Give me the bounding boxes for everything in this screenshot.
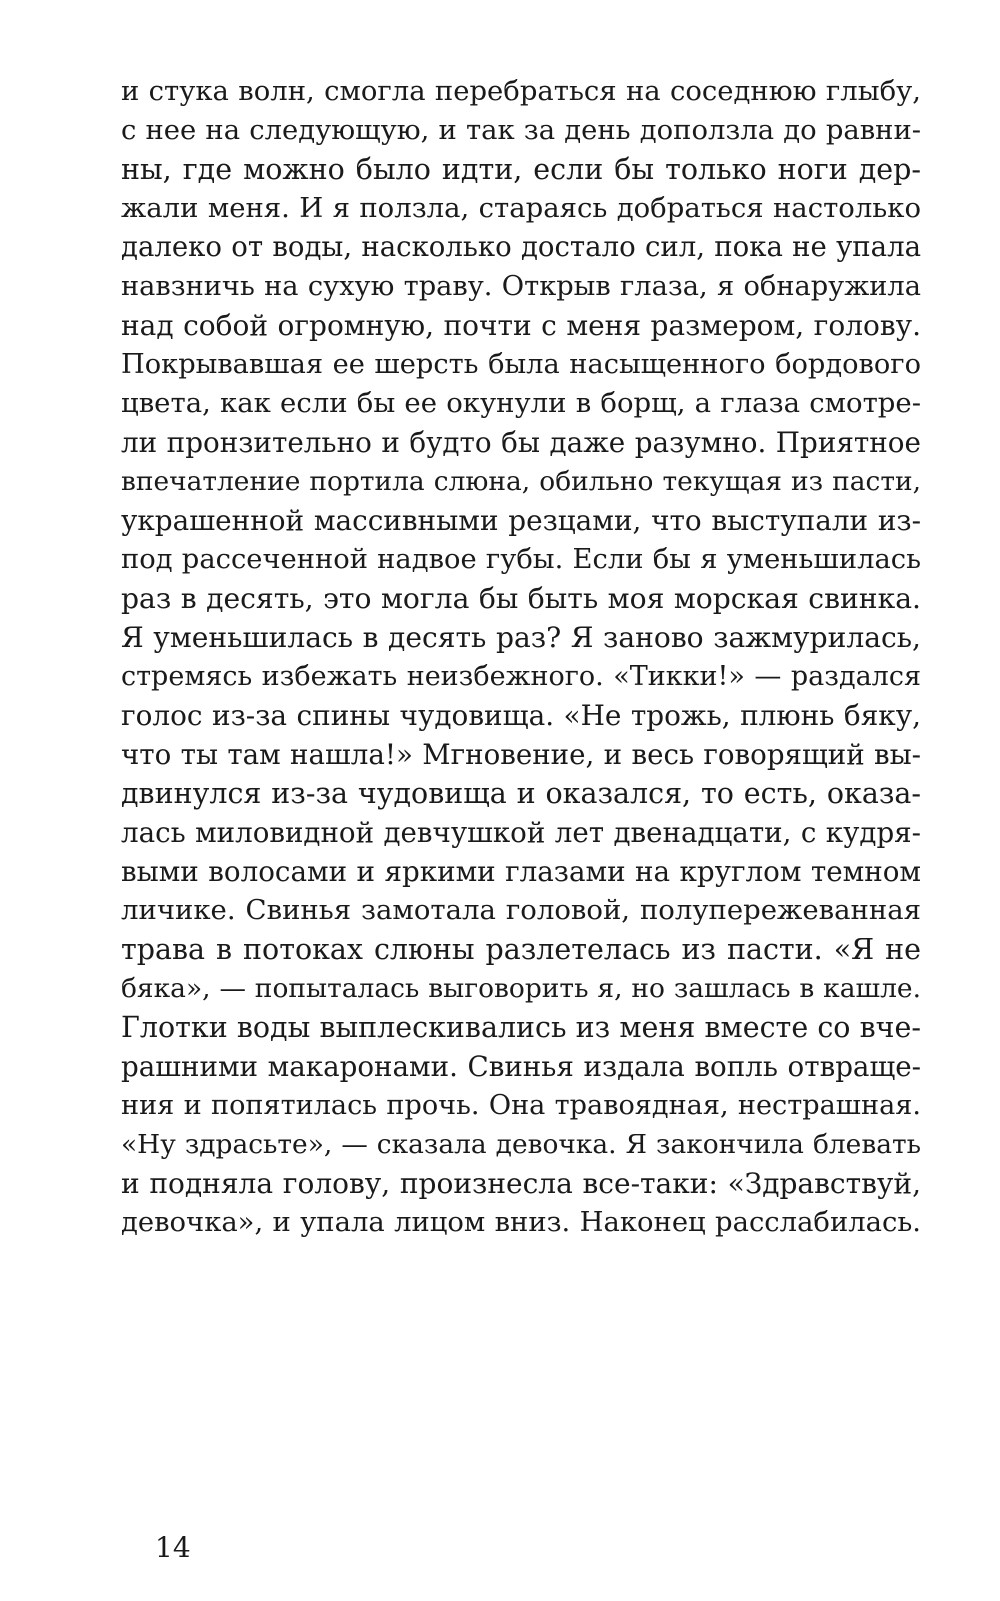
text-line: далеко от воды, насколько достало сил, пока не упала (121, 231, 921, 263)
text-line: лась миловидной девчушкой лет двенадцати, с кудря- (121, 816, 921, 849)
text-line: и подняла голову, произнесла все-таки: «Здравствуй, (121, 1167, 921, 1200)
text-line: Покрывавшая ее шерсть была насыщенного бордового (121, 349, 921, 380)
text-line: двинулся из-за чудовища и оказался, то есть, оказа- (121, 777, 921, 810)
text-line: что ты там нашла!» Мгновение, и весь говорящий вы- (121, 738, 921, 771)
text-line: личике. Свинья замотала головой, полупережеванная (121, 894, 921, 926)
text-line: ния и попятилась прочь. Она травоядная, нестрашная. (121, 1090, 921, 1121)
text-line: бяка», — попыталась выговорить я, но зашлась в кашле. (121, 973, 921, 1004)
text-line: цвета, как если бы ее окунули в борщ, а глаза смотре- (121, 387, 921, 419)
text-line: девочка», и упала лицом вниз. Наконец расслабилась. (121, 1207, 921, 1238)
text-line: Я уменьшилась в десять раз? Я заново зажмурилась, (121, 621, 921, 654)
page-number: 14 (155, 1531, 191, 1564)
text-line: трава в потоках слюны разлетелась из пасти. «Я не (121, 933, 921, 966)
text-line: «Ну здрасьте», — сказала девочка. Я закончила блевать (121, 1129, 921, 1160)
text-line: впечатление портила слюна, обильно текущая из пасти, (121, 466, 921, 497)
text-line: навзничь на сухую траву. Открыв глаза, я обнаружила (121, 271, 921, 302)
text-line: стремясь избежать неизбежного. «Тикки!» — раздался (121, 661, 921, 692)
text-line: жали меня. И я ползла, стараясь добраться настолько (121, 192, 921, 224)
body-text (121, 72, 921, 1242)
text-line: голос из-за спины чудовища. «Не трожь, плюнь бяку, (121, 699, 921, 732)
text-line: Глотки воды выплескивались из меня вместе со вче- (121, 1011, 921, 1044)
text-line: под рассеченной надвое губы. Если бы я уменьшилась (121, 544, 921, 575)
text-line: украшенной массивными резцами, что выступали из- (121, 504, 921, 537)
text-line: и стука волн, смогла перебраться на соседнюю глыбу, (121, 76, 921, 107)
text-line: ны, где можно было идти, если бы только ноги дер- (121, 153, 921, 186)
text-line: над собой огромную, почти с меня размером, голову. (121, 309, 921, 342)
text-line: выми волосами и яркими глазами на круглом темном (121, 855, 921, 888)
text-line: ли пронзительно и будто бы даже разумно. Приятное (121, 426, 921, 459)
text-line: раз в десять, это могла бы быть моя морская свинка. (121, 582, 921, 615)
text-line: рашними макаронами. Свинья издала вопль отвраще- (121, 1050, 921, 1083)
text-line: с нее на следующую, и так за день доползла до равни- (121, 115, 921, 146)
